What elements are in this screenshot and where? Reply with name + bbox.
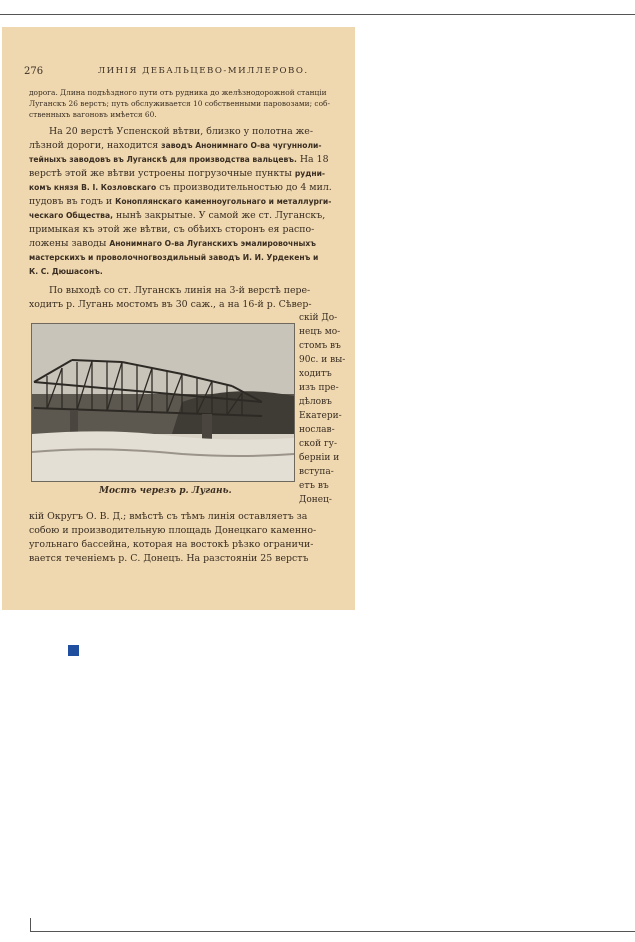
text-line: собою и производительную площадь Донецкаго каменно-	[29, 525, 317, 536]
scanned-page	[2, 27, 355, 610]
text-line	[29, 266, 103, 277]
text-line: берніи и	[299, 453, 340, 463]
text-span: ложены заводы	[29, 238, 107, 249]
text-line	[29, 154, 329, 165]
text-span: На 18	[299, 154, 329, 165]
text-line: 90с. и вы-	[299, 355, 346, 365]
text-line: По выходѣ со ст. Луганскъ линія на 3-й верстѣ пере-	[49, 285, 311, 296]
text-line: вается теченіемъ р. С. Донецъ. На разстояніи 25 верстъ	[29, 553, 309, 564]
text-line: ской гу-	[299, 439, 337, 449]
bridge-photo	[31, 323, 295, 482]
text-line	[29, 182, 332, 193]
footer-tick	[30, 918, 31, 932]
text-line: дорога. Длина подъѣздного пути отъ рудника до желѣзнодорожной станціи	[29, 88, 327, 97]
text-line: стомъ въ	[299, 341, 341, 351]
text-line: На 20 верстѣ Успенской вѣтви, близко у полотна же-	[49, 126, 313, 137]
text-line	[29, 196, 331, 207]
text-line	[29, 168, 325, 179]
text-line: Луганскъ 26 верстъ; путь обслуживается 10 собственными паровозами; соб-	[29, 99, 330, 108]
text-span-bold: ческаго Общества,	[29, 211, 113, 220]
top-rule	[0, 14, 635, 15]
text-line: нецъ мо-	[299, 327, 341, 337]
text-span-bold: тейныхъ заводовъ въ Луганскѣ для производства вальцевъ.	[29, 155, 297, 164]
text-span-bold: мастерскихъ и проволочногвоздильный заводъ И. И. Урдекенъ и	[29, 253, 319, 262]
running-title: ЛИНІЯ ДЕБАЛЬЦЕВО-МИЛЛЕРОВО.	[98, 66, 309, 76]
photo-caption: Мостъ черезъ р. Лугань.	[99, 486, 232, 496]
page-number: 276	[24, 66, 44, 77]
text-line: кій Округъ О. В. Д.; вмѣстѣ съ тѣмъ линія оставляетъ за	[29, 511, 308, 522]
text-line: скій До-	[299, 313, 338, 323]
text-line: угольнаго бассейна, которая на востокѣ рѣзко ограничи-	[29, 539, 314, 550]
text-span: лѣзной дороги, находится	[29, 140, 159, 151]
footer-rule	[30, 931, 635, 932]
text-line: ственныхъ вагоновъ имѣется 60.	[29, 110, 157, 119]
text-line: дѣловъ	[299, 397, 332, 407]
text-line	[29, 140, 322, 151]
bullet-marker	[68, 645, 79, 656]
text-line: вступа-	[299, 467, 334, 477]
text-line	[29, 210, 325, 221]
text-span-bold: К. С. Дюшасонъ.	[29, 267, 103, 276]
text-span-bold: заводъ Анонимнаго О-ва чугунноли-	[161, 141, 322, 150]
text-span: съ производительностью до 4 мил.	[159, 182, 332, 193]
text-line: нослав-	[299, 425, 335, 435]
text-line: Екатери-	[299, 411, 342, 421]
text-line: ходитъ	[299, 369, 332, 379]
text-line: ходитъ р. Лугань мостомъ въ 30 саж., а на 16-й р. Сѣвер-	[29, 299, 312, 310]
text-line: етъ въ	[299, 481, 329, 491]
text-line: примыкая къ этой же вѣтви, съ обѣихъ сторонъ ея распо-	[29, 224, 315, 235]
running-head	[2, 66, 355, 80]
text-line: Донец-	[299, 495, 332, 505]
text-line	[29, 252, 318, 263]
text-span-bold: комъ князя В. І. Козловскаго	[29, 183, 157, 192]
text-span: верстѣ этой же вѣтви устроены погрузочные пункты	[29, 168, 292, 179]
text-line: изъ пре-	[299, 383, 339, 393]
text-span-bold: Коноплянскаго каменноугольнаго и металлурги-	[115, 197, 332, 206]
text-line	[29, 238, 316, 249]
text-span: пудовъ въ годъ и	[29, 196, 113, 207]
bridge-illustration	[32, 324, 294, 481]
text-span-bold: рудни-	[294, 169, 326, 178]
text-span: нынѣ закрытые. У самой же ст. Луганскъ,	[115, 210, 326, 221]
text-span-bold: Анонимнаго О-ва Луганскихъ эмалировочныхъ	[109, 239, 316, 248]
